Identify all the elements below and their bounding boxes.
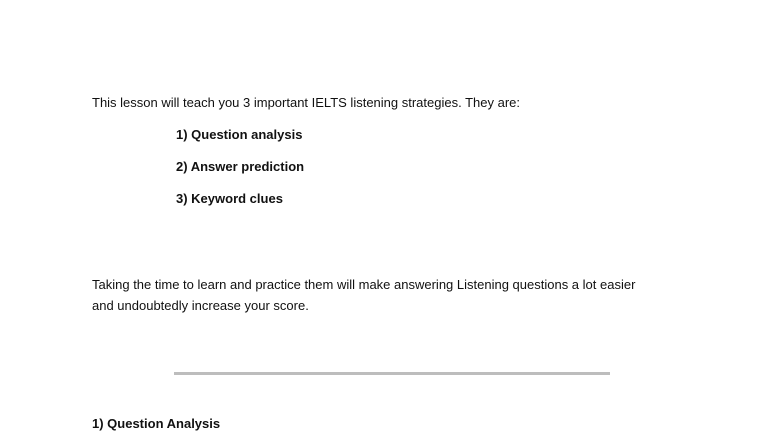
benefit-paragraph [92,274,712,316]
paragraph-line: and undoubtedly increase your score. [92,298,309,313]
section-heading: 1) Question Analysis [92,416,221,431]
strategy-item-keyword-clues: 3) Keyword clues [176,191,283,206]
strategy-item-answer-prediction: 2) Answer prediction [176,159,305,174]
strategy-item-question-analysis: 1) Question analysis [176,127,303,142]
horizontal-divider [174,372,610,375]
intro-text: This lesson will teach you 3 important IELTS listening strategies. They are: [92,95,520,110]
strategy-list [176,124,304,220]
paragraph-line: Taking the time to learn and practice them will make answering Listening questions a lot easier [92,277,636,292]
